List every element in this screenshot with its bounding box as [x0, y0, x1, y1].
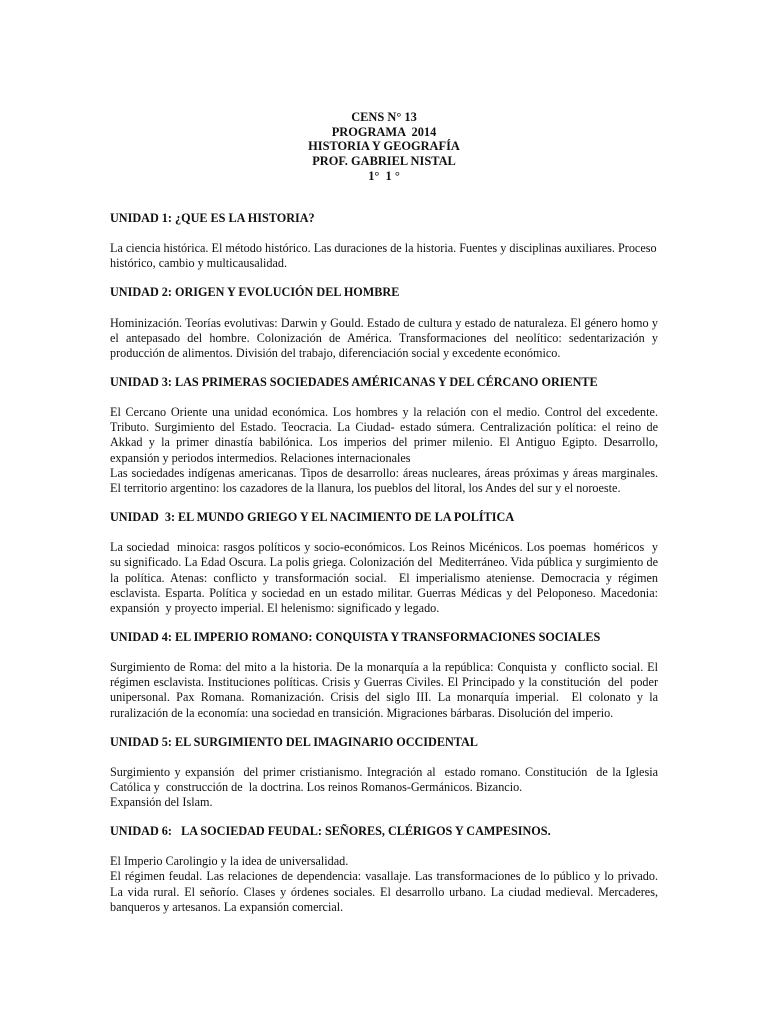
unit-title: UNIDAD 5: EL SURGIMIENTO DEL IMAGINARIO OCCIDENTAL — [110, 734, 478, 749]
unit-body — [110, 315, 662, 362]
unit-paragraph: Surgimiento de Roma: del mito a la historia. De la monarquía a la república: Conquista y conflicto social. El régimen esclavista. Instituciones políticas. Crisis y Guerras Civiles. El Principado y la constitución del poder unipersonal. Pax Romana. Romanización. Crisis del siglo III. La monarquía imperial. El colonato y la ruralización de la economía: una sociedad en transición. Migraciones bárbaras. Disolución del imperio. — [110, 660, 665, 720]
subject-title: HISTORIA Y GEOGRAFÍA — [308, 139, 460, 154]
unit-title: UNIDAD 3: LAS PRIMERAS SOCIEDADES AMÉRICANAS Y DEL CÉRCANO ORIENTE — [110, 374, 598, 389]
unit-paragraph: Expansión del Islam. — [110, 795, 213, 810]
unit-section — [110, 509, 662, 616]
unit-paragraph: El régimen feudal. Las relaciones de dependencia: vasallaje. Las transformaciones de lo público y lo privado. La vida rural. El señorío. Clases y órdenes sociales. El desarrollo urbano. La ciudad medieval. Mercaderes, banqueros y artesanos. La expansión comercial. — [110, 869, 662, 914]
school-name: CENS N° 13 — [351, 110, 417, 124]
unit-title: UNIDAD 1: ¿QUE ES LA HISTORIA? — [110, 211, 315, 225]
unit-section — [110, 374, 662, 496]
unit-section — [110, 285, 662, 361]
unit-paragraph: La sociedad minoica: rasgos políticos y socio-económicos. Los Reinos Micénicos. Los poemas homéricos y su significado. La Edad Oscura. La polis griega. Colonización del Mediterráneo. Vida pública y surgimiento de la política. Atenas: conflicto y transformación social. El imperialismo ateniense. Democracia y régimen esclavista. Esparta. Política y sociedad en un estado militar. Guerras Médicas y del Peloponeso. Macedonia: expansión y proyecto imperial. El helenismo: significado y legado. — [110, 540, 662, 615]
unit-section — [110, 824, 662, 915]
document-header — [0, 110, 768, 184]
unit-paragraph: Hominización. Teorías evolutivas: Darwin y Gould. Estado de cultura y estado de naturaleza. El género homo y el antepasado del hombre. Colonización de América. Transformaciones del neolítico: sedentarización y producción de alimentos. División del trabajo, diferenciación social y excedente económico. — [110, 315, 662, 360]
unit-section — [110, 734, 662, 811]
unit-title: UNIDAD 3: EL MUNDO GRIEGO Y EL NACIMIENTO DE LA POLÍTICA — [110, 509, 515, 524]
unit-body — [110, 764, 662, 811]
unit-body — [110, 540, 662, 616]
unit-paragraph: La ciencia histórica. El método histórico. Las duraciones de la historia. Fuentes y disciplinas auxiliares. Proceso histórico, cambio y multicausalidad. — [110, 241, 660, 271]
unit-title: UNIDAD 2: ORIGEN Y EVOLUCIÓN DEL HOMBRE — [110, 285, 400, 300]
unit-title: UNIDAD 4: EL IMPERIO ROMANO: CONQUISTA Y TRANSFORMACIONES SOCIALES — [110, 629, 601, 644]
document-body — [110, 211, 665, 929]
unit-body — [110, 660, 665, 721]
unit-section — [110, 629, 665, 721]
unit-body — [110, 405, 662, 496]
course-level: 1° 1 ° — [368, 168, 400, 183]
unit-title: UNIDAD 6: LA SOCIEDAD FEUDAL: SEÑORES, CLÉRIGOS Y CAMPESINOS. — [110, 824, 551, 839]
unit-paragraph: Surgimiento y expansión del primer cristianismo. Integración al estado romano. Constitución de la Iglesia Católica y construcción de la doctrina. Los reinos Romanos-Germánicos. Bizancio. — [110, 764, 662, 794]
unit-paragraph: El Cercano Oriente una unidad económica. Los hombres y la relación con el medio. Control del excedente. Tributo. Surgimiento del Estado. Teocracia. La Ciudad- estado súmera. Centralización política: el reino de Akkad y la primer dinastía babilónica. Los imperios del primer milenio. El Antiguo Egipto. Desarrollo, expansión y periodos intermedios. Relaciones internacionales — [110, 405, 662, 465]
unit-body — [110, 854, 662, 915]
program-year: PROGRAMA 2014 — [331, 124, 437, 139]
unit-paragraph: Las sociedades indígenas americanas. Tipos de desarrollo: áreas nucleares, áreas próximas y áreas marginales. El territorio argentino: los cazadores de la llanura, los pueblos del litoral, los Andes del sur y el noroeste. — [110, 465, 662, 496]
unit-paragraph: El Imperio Carolingio y la idea de universalidad. — [110, 854, 349, 869]
professor-name: PROF. GABRIEL NISTAL — [312, 154, 456, 169]
unit-body — [110, 241, 658, 271]
unit-section — [110, 211, 658, 272]
